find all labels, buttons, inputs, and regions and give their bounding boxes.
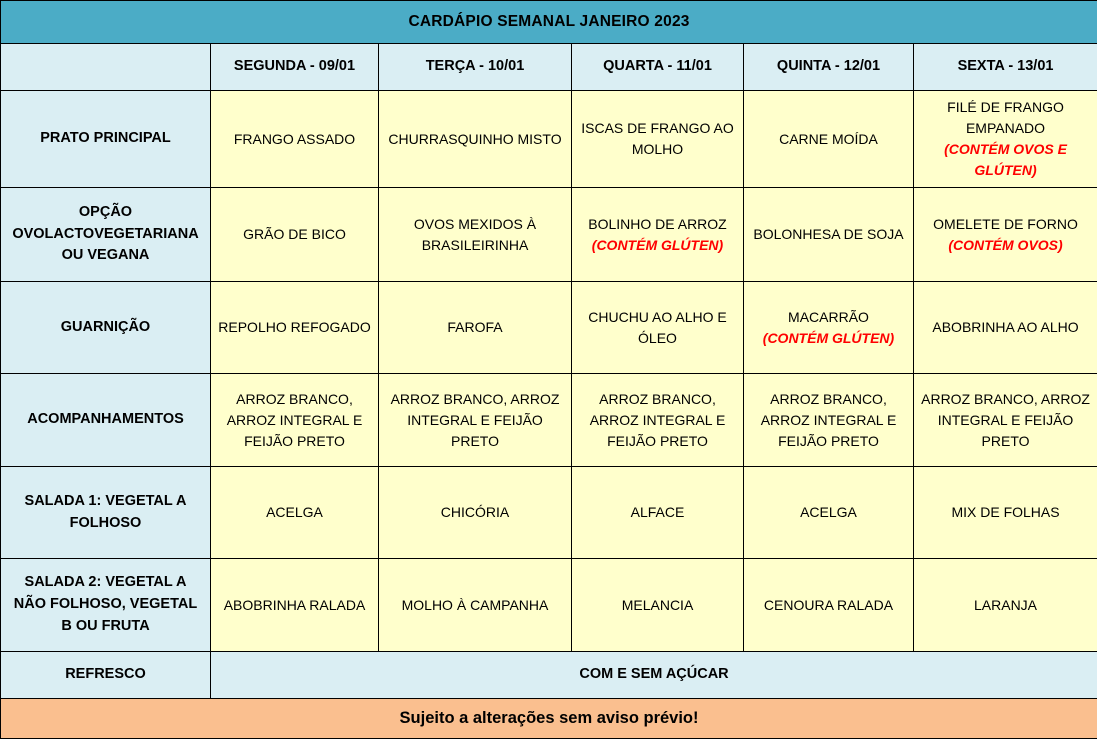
menu-cell [914,282,1097,374]
menu-cell [572,188,744,282]
row-label: GUARNIÇÃO [1,282,211,374]
column-header-quarta: QUARTA - 11/01 [572,44,744,91]
menu-cell [744,282,914,374]
menu-cell [379,374,572,467]
row-label: OPÇÃO OVOLACTOVEGETARIANA OU VEGANA [1,188,211,282]
menu-cell [914,91,1097,188]
menu-cell [914,188,1097,282]
dish-text: ARROZ BRANCO, ARROZ INTEGRAL E FEIJÃO PRETO [921,391,1090,449]
menu-cell [211,374,379,467]
refresco-value-cell: COM E SEM AÇÚCAR [211,652,1097,699]
dish-text: BOLINHO DE ARROZ [588,216,726,232]
menu-cell [211,282,379,374]
table-row-refresco [1,652,1097,699]
dish-text: ALFACE [631,504,685,520]
dish-text: ARROZ BRANCO, ARROZ INTEGRAL E FEIJÃO PRETO [590,391,726,449]
allergen-note: (CONTÉM GLÚTEN) [578,235,737,256]
dish-text: FILÉ DE FRANGO EMPANADO [947,99,1064,136]
menu-cell [914,559,1097,652]
dish-text: REPOLHO REFOGADO [218,319,370,335]
dish-text: CHUCHU AO ALHO E ÓLEO [588,309,726,346]
column-header-sexta: SEXTA - 13/01 [914,44,1097,91]
dish-text: ARROZ BRANCO, ARROZ INTEGRAL E FEIJÃO PRETO [227,391,363,449]
page-title: CARDÁPIO SEMANAL JANEIRO 2023 [1,1,1097,44]
table-row-acompanhamentos [1,374,1097,467]
menu-cell [744,374,914,467]
table-row-guarnicao [1,282,1097,374]
menu-cell [572,467,744,559]
table-row-opcao-vegetariana [1,188,1097,282]
menu-cell [379,467,572,559]
table-row-prato-principal [1,91,1097,188]
dish-text: MELANCIA [622,597,694,613]
day-header-row [1,44,1097,91]
column-header-quinta: QUINTA - 12/01 [744,44,914,91]
dish-text: CENOURA RALADA [764,597,893,613]
dish-text: LARANJA [974,597,1037,613]
dish-text: ARROZ BRANCO, ARROZ INTEGRAL E FEIJÃO PRETO [391,391,560,449]
menu-cell [914,467,1097,559]
dish-text: MOLHO À CAMPANHA [402,597,549,613]
row-label: REFRESCO [1,652,211,699]
menu-cell [572,282,744,374]
title-row [1,1,1097,44]
dish-text: ISCAS DE FRANGO AO MOLHO [581,120,733,157]
menu-cell [572,91,744,188]
dish-text: ABOBRINHA RALADA [224,597,366,613]
table-row-salada-2 [1,559,1097,652]
dish-text: FRANGO ASSADO [234,131,355,147]
dish-text: CHICÓRIA [441,504,509,520]
menu-cell [379,91,572,188]
column-header-terca: TERÇA - 10/01 [379,44,572,91]
dish-text: ACELGA [266,504,323,520]
allergen-note: (CONTÉM GLÚTEN) [750,328,907,349]
dish-text: MIX DE FOLHAS [951,504,1059,520]
dish-text: ARROZ BRANCO, ARROZ INTEGRAL E FEIJÃO PRETO [761,391,897,449]
column-header-blank [1,44,211,91]
menu-cell [744,559,914,652]
menu-cell [744,188,914,282]
allergen-note: (CONTÉM OVOS E GLÚTEN) [920,139,1091,181]
menu-cell [211,188,379,282]
dish-text: GRÃO DE BICO [243,226,346,242]
dish-text: MACARRÃO [788,309,869,325]
menu-cell [914,374,1097,467]
dish-text: OVOS MEXIDOS À BRASILEIRINHA [414,216,536,253]
menu-cell [211,467,379,559]
footer-row [1,699,1097,739]
menu-cell [211,91,379,188]
dish-text: BOLONHESA DE SOJA [753,226,903,242]
dish-text: ACELGA [800,504,857,520]
menu-cell [744,467,914,559]
dish-text: OMELETE DE FORNO [933,216,1078,232]
menu-cell [211,559,379,652]
dish-text: CARNE MOÍDA [779,131,878,147]
allergen-note: (CONTÉM OVOS) [920,235,1091,256]
row-label: SALADA 1: VEGETAL A FOLHOSO [1,467,211,559]
menu-cell [744,91,914,188]
menu-cell [379,188,572,282]
dish-text: ABOBRINHA AO ALHO [932,319,1078,335]
row-label: SALADA 2: VEGETAL A NÃO FOLHOSO, VEGETAL B OU FRUTA [1,559,211,652]
dish-text: CHURRASQUINHO MISTO [388,131,561,147]
menu-cell [379,282,572,374]
dish-text: FAROFA [447,319,502,335]
menu-cell [572,559,744,652]
table-row-salada-1 [1,467,1097,559]
row-label: ACOMPANHAMENTOS [1,374,211,467]
column-header-segunda: SEGUNDA - 09/01 [211,44,379,91]
menu-cell [572,374,744,467]
menu-cell [379,559,572,652]
footer-note: Sujeito a alterações sem aviso prévio! [1,699,1097,739]
row-label: PRATO PRINCIPAL [1,91,211,188]
